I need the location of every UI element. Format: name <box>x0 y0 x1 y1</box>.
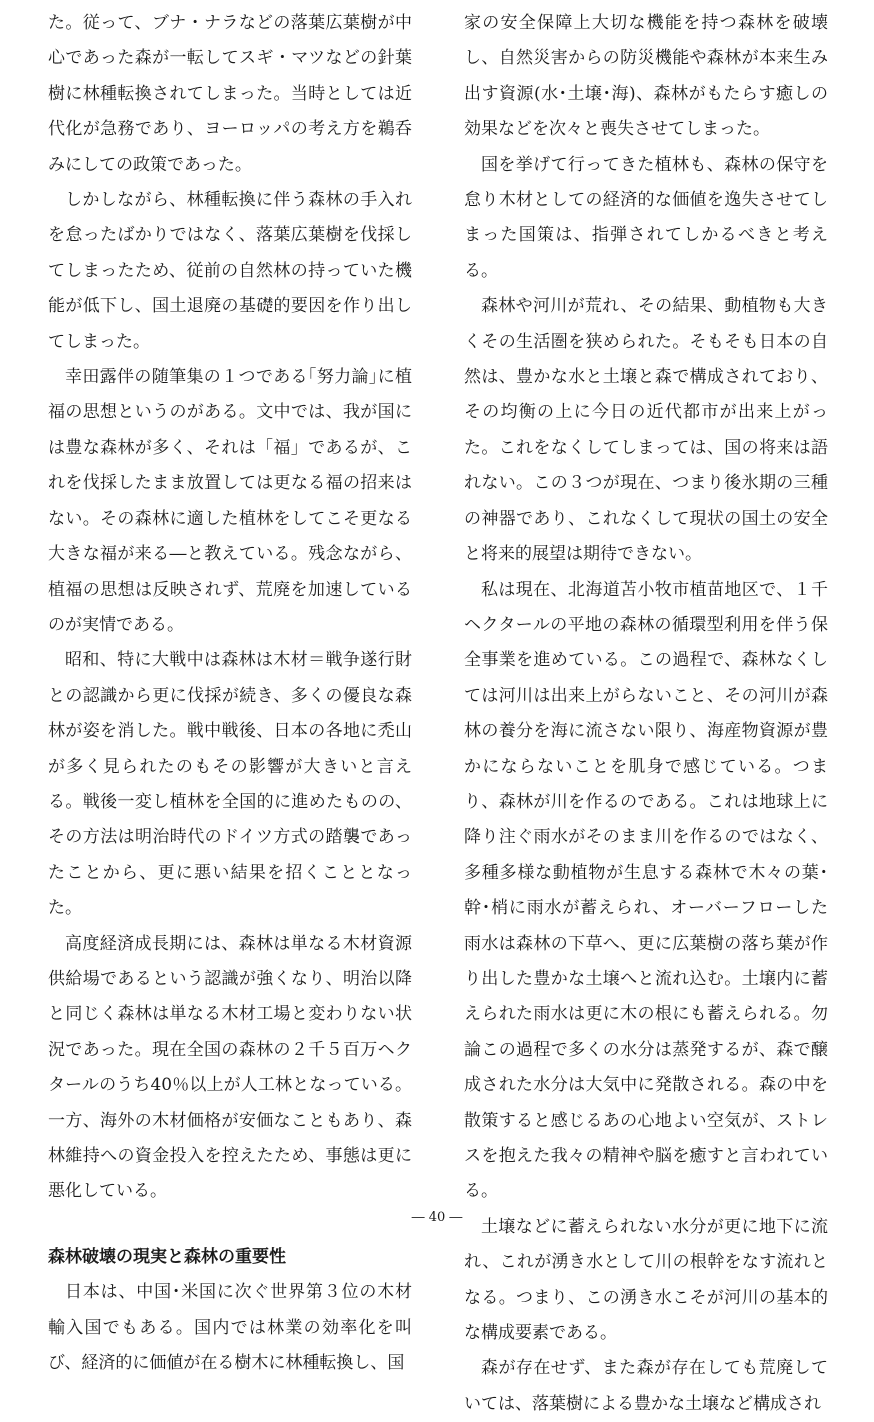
left-column <box>48 6 412 1381</box>
paragraph: 高度経済成長期には、森林は単なる木材資源供給場であるという認識が強くなり、明治以降と同じく森林は単なる木材工場と変わりない状況であった。現在全国の森林の２千５百万ヘクタールのうち40％以上が人工林となっている。一方、海外の木材価格が安価なこともあり、森林維持への資金投入を控えたため、事態は更に悪化している。 <box>48 933 412 1202</box>
paragraph: 土壌などに蓄えられない水分が更に地下に流れ、これが湧き水として川の根幹をなす流れとなる。つまり、この湧き水こそが河川の基本的な構成要素である。 <box>464 1216 828 1344</box>
paragraph: 家の安全保障上大切な機能を持つ森林を破壊し、自然災害からの防災機能や森林が本来生み出す資源(水･土壌･海)、森林がもたらす癒しの効果などを次々と喪失させてしまった。 <box>464 13 828 140</box>
page-number: ― 40 ― <box>411 1210 463 1225</box>
paragraph: 日本は、中国･米国に次ぐ世界第３位の木材輸入国でもある。国内では林業の効率化を叫び、経済的に価値が在る樹木に林種転換し、国 <box>48 1282 412 1374</box>
section-heading: 森林破壊の現実と森林の重要性 <box>48 1246 286 1267</box>
paragraph: 昭和、特に大戦中は森林は木材＝戦争遂行財との認識から更に伐採が続き、多くの優良な森林が姿を消した。戦中戦後、日本の各地に禿山が多く見られたのもその影響が大きいと言える。戦後一変し植林を全国的に進めたものの、その方法は明治時代のドイツ方式の踏襲であったことから、更に悪い結果を招くこととなった。 <box>48 650 412 919</box>
paragraph: しかしながら、林種転換に伴う森林の手入れを怠ったばかりではなく、落葉広葉樹を伐採してしまったため、従前の自然林の持っていた機能が低下し、国土退廃の基礎的要因を作り出してしまった。 <box>48 190 412 352</box>
paragraph: 国を挙げて行ってきた植林も、森林の保守を怠り木材としての経済的な価値を逸失させてしまった国策は、指弾されてしかるべきと考える。 <box>464 154 828 281</box>
paragraph: 森が存在せず、また森が存在しても荒廃していては、落葉樹による豊かな土壌など構成され <box>464 1358 828 1414</box>
paragraph: 私は現在、北海道苫小牧市植苗地区で、１千ヘクタールの平地の森林の循環型利用を伴う保全事業を進めている。この過程で、森林なくしては河川は出来上がらないこと、その河川が森林の養分を海に流さない限り、海産物資源が豊かにならないことを肌身で感じている。つまり、森林が川を作るのである。これは地球上に降り注ぐ雨水がそのまま川を作るのではなく、多種多様な動植物が生息する森林で木々の葉･幹･梢に雨水が蓄えられ、オーバーフローした雨水は森林の下草へ、更に広葉樹の落ち葉が作り出した豊かな土壌へと流れ込む。土壌内に蓄えられた雨水は更に木の根にも蓄えられる。勿論この過程で多くの水分は蒸発するが、森で醸成された水分は大気中に発散される。森の中を散策すると感じるあの心地よい空気が、ストレスを抱えた我々の精神や脳を癒すと言われている。 <box>464 579 828 1202</box>
paragraph: た。従って、ブナ・ナラなどの落葉広葉樹が中心であった森が一転してスギ・マツなどの針葉樹に林種転換されてしまった。当時としては近代化が急務であり、ヨーロッパの考え方を鵜呑みにしての政策であった。 <box>48 13 412 175</box>
paragraph: 幸田露伴の随筆集の１つである｢努力論｣に植福の思想というのがある。文中では、我が国には豊な森林が多く、それは「福」であるが、これを伐採したまま放置しては更なる福の招来はない。その森林に適した植林をしてこそ更なる大きな福が来る―と教えている。残念ながら、植福の思想は反映されず、荒廃を加速しているのが実情である。 <box>48 367 412 635</box>
paragraph: 森林や河川が荒れ、その結果、動植物も大きくその生活圏を狭められた。そもそも日本の自然は、豊かな水と土壌と森で構成されており、その均衡の上に今日の近代都市が出来上がった。これをなくしてしまっては、国の将来は語れない。この３つが現在、つまり後氷期の三種の神器であり、これなくして現状の国土の安全と将来的展望は期待できない。 <box>464 296 828 565</box>
